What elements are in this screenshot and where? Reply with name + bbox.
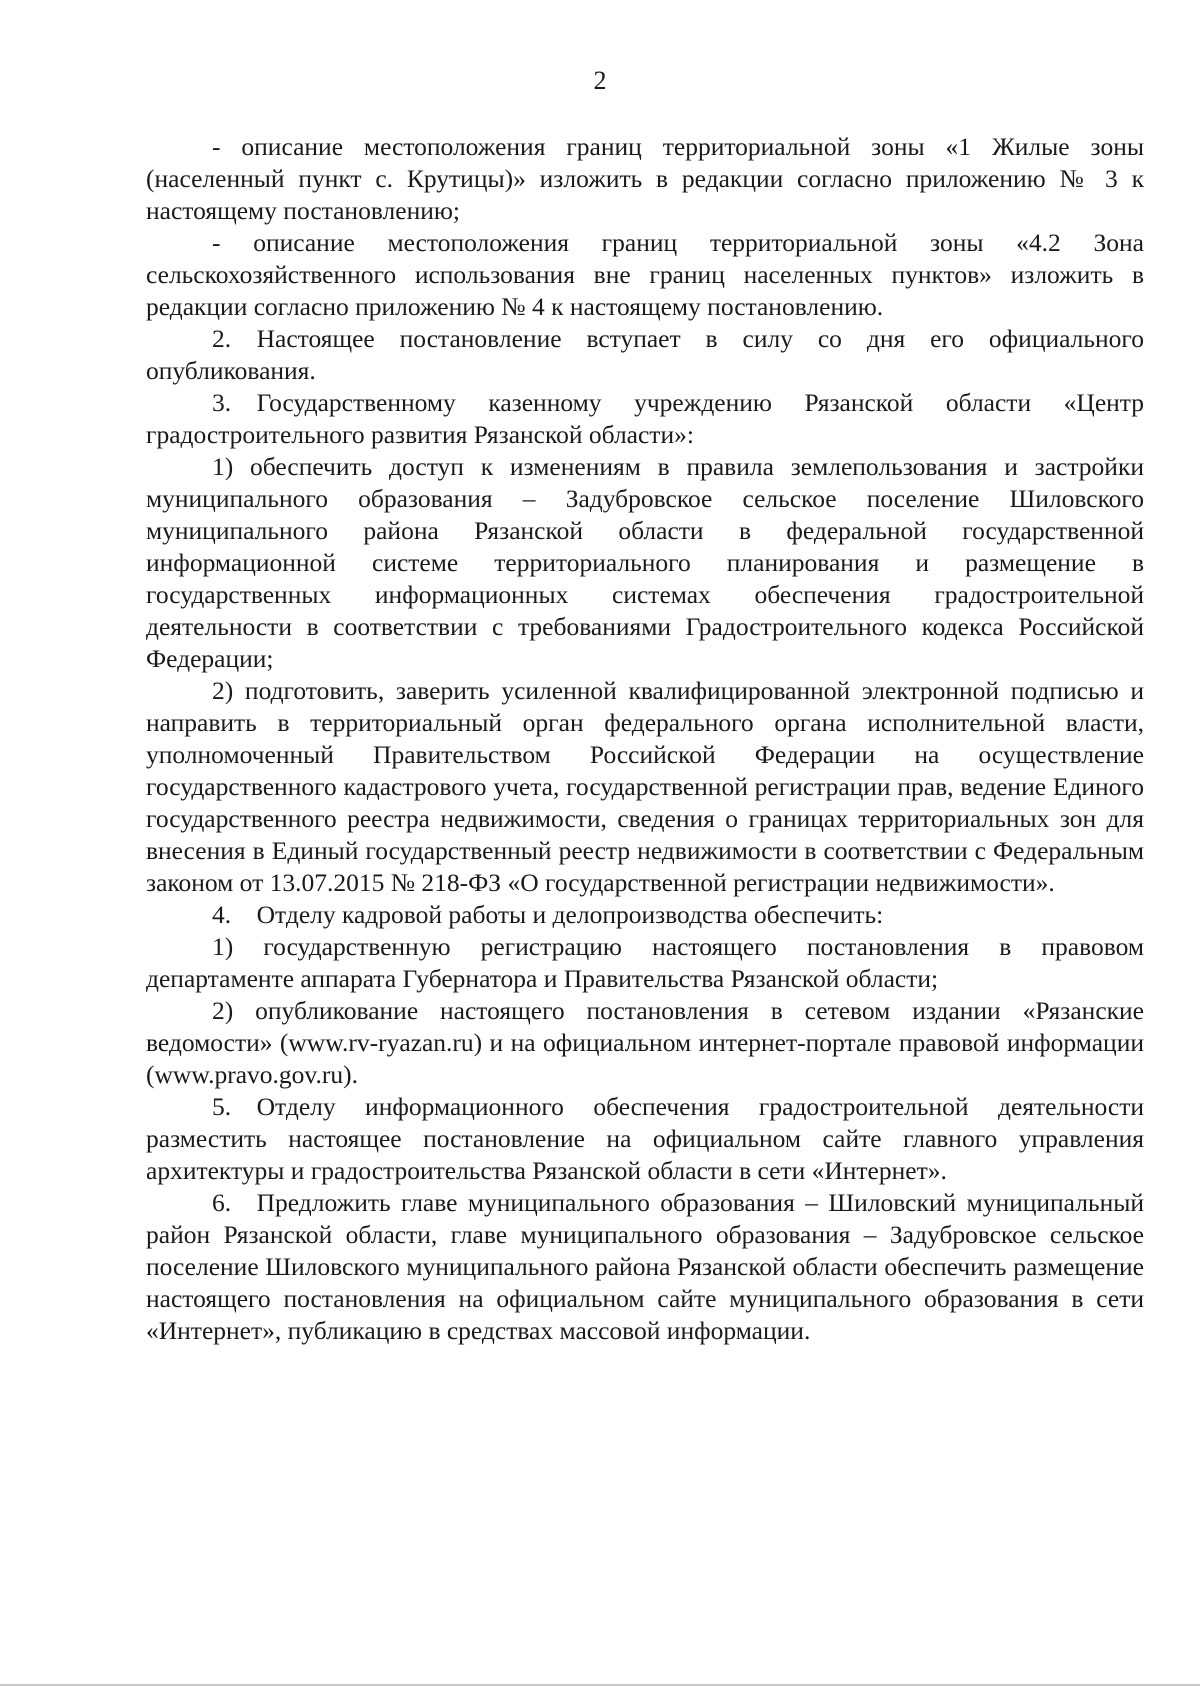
paragraph: - описание местоположения границ территориальной зоны «1 Жилые зоны (населенный пункт с. Крутицы)» изложить в редакции согласно приложению № 3 к настоящему постановлению; [146, 132, 1144, 225]
document-body [146, 131, 1144, 1347]
paragraph: 5. Отделу информационного обеспечения градостроительной деятельности разместить настоящее постановление на официальном сайте главного управления архитектуры и градостроительства Рязанской области в сети «Интернет». [146, 1092, 1144, 1185]
page-number: 2 [593, 66, 607, 95]
paragraph: 4. Отделу кадровой работы и делопроизводства обеспечить: [212, 900, 884, 929]
paragraph: 6. Предложить главе муниципального образования – Шиловский муниципальный район Рязанской области, главе муниципального образования – Задубровское сельское поселение Шиловского муниципального района Рязанской области обеспечить размещение настоящего постановления на официальном сайте муниципального образования в сети «Интернет», публикацию в средствах массовой информации. [146, 1188, 1144, 1345]
paragraph: 1) государственную регистрацию настоящего постановления в правовом департаменте аппарата Губернатора и Правительства Рязанской области; [146, 932, 1144, 993]
paragraph: 2) опубликование настоящего постановления в сетевом издании «Рязанские ведомости» (www.rv-ryazan.ru) и на официальном интернет-портале правовой информации (www.pravo.gov.ru). [146, 996, 1144, 1089]
paragraph: 2. Настоящее постановление вступает в силу со дня его официального опубликования. [146, 324, 1144, 385]
paragraph: - описание местоположения границ территориальной зоны «4.2 Зона сельскохозяйственного использования вне границ населенных пунктов» изложить в редакции согласно приложению № 4 к настоящему постановлению. [146, 228, 1144, 321]
paragraph: 1) обеспечить доступ к изменениям в правила землепользования и застройки муниципального образования – Задубровское сельское поселение Шиловского муниципального района Рязанской области в федеральной государственной информационной системе территориального планирования и размещение в государственных информационных системах обеспечения градостроительной деятельности в соответствии с требованиями Градостроительного кодекса Российской Федерации; [146, 452, 1144, 673]
scan-edge-divider [0, 1684, 1200, 1686]
paragraph: 2) подготовить, заверить усиленной квалифицированной электронной подписью и направить в территориальный орган федерального органа исполнительной власти, уполномоченный Правительством Российской Федерации на осуществление государственного кадастрового учета, государственной регистрации прав, ведение Единого государственного реестра недвижимости, сведения о границах территориальных зон для внесения в Единый государственный реестр недвижимости в соответствии с Федеральным законом от 13.07.2015 № 218-ФЗ «О государственной регистрации недвижимости». [146, 676, 1144, 897]
paragraph: 3. Государственному казенному учреждению Рязанской области «Центр градостроительного развития Рязанской области»: [146, 388, 1144, 449]
